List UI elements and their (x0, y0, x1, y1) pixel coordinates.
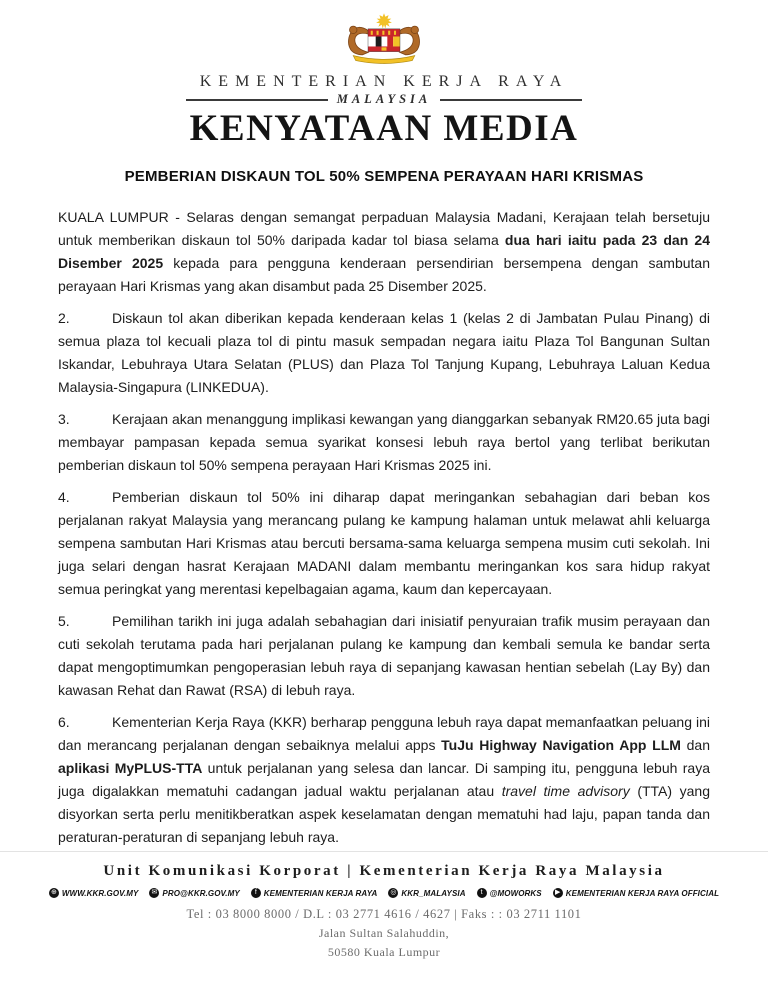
footer-contact-label: PRO@KKR.GOV.MY (162, 888, 240, 898)
footer-address-line2: 50580 Kuala Lumpur (327, 945, 441, 959)
body-paragraph (58, 610, 710, 702)
paragraph-number: 2. (58, 310, 70, 326)
footer-contact-label: @MOWORKS (489, 888, 542, 898)
footer-contacts (0, 888, 768, 898)
document-type-heading: KENYATAAN MEDIA (189, 108, 579, 149)
footer-contact-label: WWW.KKR.GOV.MY (61, 888, 139, 898)
paragraph-number: 5. (58, 613, 70, 629)
crest-shield (368, 29, 400, 51)
paragraph-text-segment: untuk perjalanan yang selesa dan lancar. Di samping itu, pengguna lebuh raya juga digalakkan mematuhi cadangan jadual waktu perjalanan atau (58, 760, 710, 799)
footer-unit-line: Unit Komunikasi Korporat | Kementerian Kerja Raya Malaysia (103, 863, 665, 879)
footer-contact-item[interactable] (388, 888, 465, 898)
paragraph-text-segment: kepada para pengguna kenderaan persendirian bersempena dengan sambutan perayaan Hari Krismas yang akan disambut pada 25 Disember 2025. (58, 255, 710, 294)
globe-icon: ⊕ (49, 888, 59, 898)
paragraph-text-segment: Pemberian diskaun tol 50% ini diharap dapat meringankan sebahagian dari beban kos perjalanan rakyat Malaysia yang merancang pulang ke kampung halaman untuk melawat ahli keluarga sempena sambutan Hari Krismas atau bercuti bersama-sama keluarga sempena musim cuti sekolah. Ini juga selari dengan hasrat Kerajaan MADANI dalam membantu meringankan kos sara hidup rakyat semua peringkat yang merentasi kepelbagaian agama, kaum dan kepercayaan. (58, 489, 710, 597)
divider-line-right (440, 99, 582, 101)
footer-contact-label: KEMENTERIAN KERJA RAYA OFFICIAL (565, 888, 720, 898)
body-paragraph (58, 206, 710, 298)
footer-contact-label: KKR_MALAYSIA (401, 888, 466, 898)
footer-contact-item[interactable] (49, 888, 139, 898)
youtube-icon: ▶ (553, 888, 563, 898)
document-footer (0, 851, 768, 960)
body-paragraph (58, 408, 710, 477)
twitter-icon: t (477, 888, 487, 898)
paragraph-text-segment: Diskaun tol akan diberikan kepada kenderaan kelas 1 (kelas 2 di Jambatan Pulau Pinang) di semua plaza tol kecuali plaza tol di pintu masuk sempadan negara iaitu Plaza Tol Bangunan Sultan Iskandar, Lebuhraya Utara Selatan (PLUS) dan Plaza Tol Tanjung Kupang, Lebuhraya Laluan Kedua Malaysia-Singapura (LINKEDUA). (58, 310, 710, 395)
paragraph-text-segment: (TTA) yang disyorkan serta perlu menitikberatkan aspek keselamatan dengan mematuhi had laju, papan tanda dan peraturan-peraturan di sepanjang lebuh raya. (58, 783, 710, 845)
divider-line-left (186, 99, 328, 101)
instagram-icon: ◎ (390, 889, 397, 896)
email-icon: ✉ (149, 888, 159, 898)
paragraph-number: 3. (58, 411, 70, 427)
paragraph-number: 6. (58, 714, 70, 730)
document-header (58, 12, 710, 147)
body-paragraph (58, 307, 710, 399)
paragraph-number: 4. (58, 489, 70, 505)
body-paragraph (58, 711, 710, 849)
country-name: MALAYSIA (336, 92, 432, 106)
crest-star (376, 13, 392, 28)
paragraph-text-segment: Pemilihan tarikh ini juga adalah sebahagian dari inisiatif penyuraian trafik musim perayaan dan cuti sekolah terutama pada hari perjalanan pulang ke kampung dan kembali semula ke bandar serta dapat mengoptimumkan pengoperasian lebuh raya di sepanjang kawasan hentian sebelah (Lay By) dan kawasan Rehat dan Rawat (RSA) di lebuh raya. (58, 613, 710, 698)
paragraph-text-segment: KUALA LUMPUR - Selaras dengan semangat perpaduan Malaysia Madani, Kerajaan telah bersetuju untuk memberikan diskaun tol 50% daripada kadar tol biasa selama (58, 209, 710, 248)
footer-address-line1: Jalan Sultan Salahuddin, (318, 926, 450, 940)
paragraph-text-segment: dan (680, 737, 710, 753)
press-release-title: PEMBERIAN DISKAUN TOL 50% SEMPENA PERAYAAN HARI KRISMAS (124, 168, 644, 185)
paragraph-text-segment: Kementerian Kerja Raya (KKR) berharap pengguna lebuh raya dapat memanfaatkan peluang ini dan merancang perjalanan dengan sebaiknya melalui apps (58, 714, 710, 753)
paragraph-text-segment: TuJu Highway Navigation App LLM (441, 737, 681, 753)
footer-contact-item[interactable] (477, 888, 542, 898)
body-paragraphs (58, 206, 710, 849)
paragraph-text-segment: aplikasi MyPLUS-TTA (58, 760, 203, 776)
paragraph-text-segment: Kerajaan akan menanggung implikasi kewangan yang dianggarkan sebanyak RM20.65 juta bagi membayar pampasan kepada semua syarikat konsesi lebuh raya bertol yang terlibat berikutan pemberian diskaun tol 50% sempena perayaan Hari Krismas 2025 ini. (58, 411, 710, 473)
country-divider (186, 92, 582, 107)
facebook-icon: f (251, 888, 261, 898)
paragraph-text-segment: travel time advisory (501, 783, 630, 799)
footer-contact-item[interactable] (553, 888, 719, 898)
footer-divider (0, 851, 768, 852)
body-paragraph (58, 486, 710, 601)
footer-contact-item[interactable] (149, 888, 239, 898)
malaysia-coat-of-arms-icon (330, 12, 438, 66)
footer-tel-line: Tel : 03 8000 8000 / D.L : 03 2771 4616 / 4627 | Faks : : 03 2711 1101 (186, 907, 582, 921)
crest-ribbon (353, 56, 414, 64)
footer-contact-label: KEMENTERIAN KERJA RAYA (263, 888, 378, 898)
ministry-name: KEMENTERIAN KERJA RAYA (199, 73, 569, 90)
paragraph-text-segment: dua hari iaitu pada 23 dan 24 Disember 2025 (58, 232, 710, 271)
footer-contact-item[interactable] (251, 888, 378, 898)
